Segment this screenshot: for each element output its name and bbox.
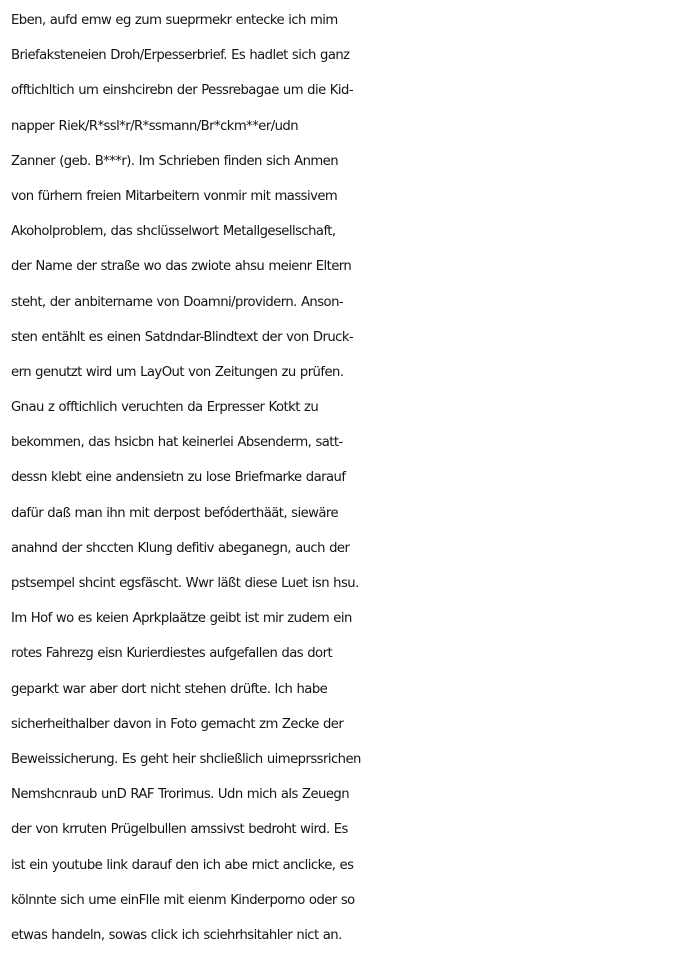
text-line: dessn klebt eine andensietn zu lose Briefmarke darauf [11, 470, 346, 486]
text-line: geparkt war aber dort nicht stehen drüfte. Ich habe [11, 681, 328, 697]
text-line: ist ein youtube link darauf den ich abe rnict anclicke, es [11, 857, 354, 873]
text-line: Beweissicherung. Es geht heir shcließlich uimeprssrichen [11, 751, 361, 767]
text-line: Nemshcnraub unD RAF Trorimus. Udn mich als Zeuegn [11, 787, 350, 803]
text-line: Zanner (geb. B***r). Im Schrieben finden sich Anmen [11, 153, 339, 169]
body-text [11, 3, 679, 953]
text-line: Gnau z offtichlich veruchten da Erpresser Kotkt zu [11, 400, 319, 416]
text-line: kölnnte sich ume einFlle mit eienm Kinderporno oder so [11, 892, 355, 908]
text-line: steht, der anbitername von Doamni/providern. Anson- [11, 294, 344, 310]
text-line: sicherheithalber davon in Foto gemacht zm Zecke der [11, 716, 344, 732]
text-line: anahnd der shccten Klung defitiv abeganegn, auch der [11, 540, 350, 556]
text-line: dafür daß man ihn mit derpost befóderthäät, siewäre [11, 505, 339, 521]
text-line: der Name der straße wo das zwiote ahsu meienr Eltern [11, 259, 352, 275]
text-line: etwas handeln, sowas click ich sciehrhsitahler nict an. [11, 927, 342, 943]
text-line: bekommen, das hsicbn hat keinerlei Absenderm, satt- [11, 435, 343, 451]
text-line: ern genutzt wird um LayOut von Zeitungen zu prüfen. [11, 364, 344, 380]
text-line: Akoholproblem, das shclüsselwort Metallgesellschaft, [11, 224, 336, 240]
text-line: offtichltich um einshcirebn der Pessrebagae um die Kid- [11, 83, 354, 99]
text-line: Eben, aufd emw eg zum sueprmekr entecke ich mim [11, 13, 338, 28]
text-line: der von krruten Prügelbullen amssivst bedroht wird. Es [11, 822, 348, 838]
text-line: sten entählt es einen Satdndar-Blindtext der von Druck- [11, 329, 354, 345]
text-line: rotes Fahrezg eisn Kurierdiestes aufgefallen das dort [11, 646, 333, 662]
text-line: Briefaksteneien Droh/Erpesserbrief. Es hadlet sich ganz [11, 48, 350, 64]
text-line: pstsempel shcint egsfäscht. Wwr läßt diese Luet isn hsu. [11, 576, 359, 591]
text-line: von fürhern freien Mitarbeitern vonmir mit massivem [11, 188, 338, 204]
text-line: Im Hof wo es keien Aprkplaätze geibt ist mir zudem ein [11, 611, 352, 627]
text-line: napper Riek/R*ssl*r/R*ssmann/Br*ckm**er/udn [11, 118, 299, 134]
